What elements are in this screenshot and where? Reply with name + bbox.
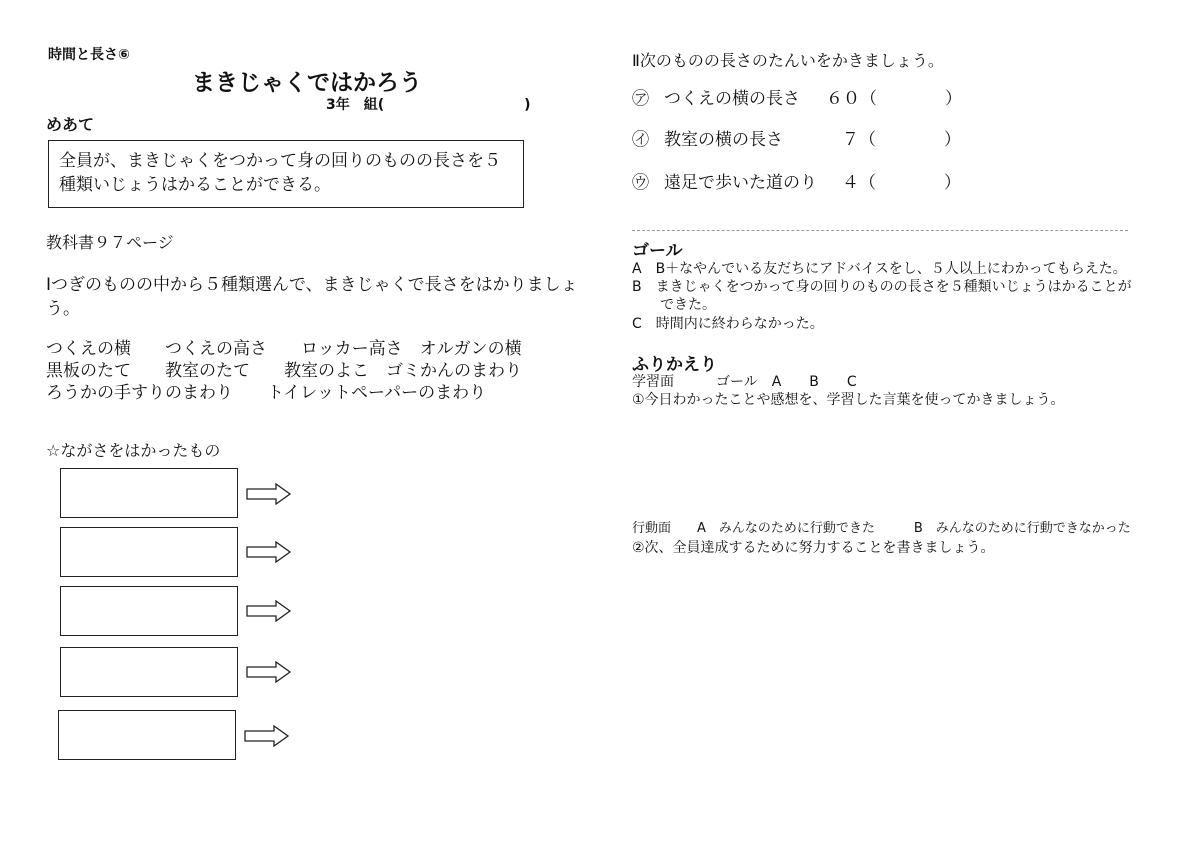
page-title: まきじゃくではかろう <box>192 70 422 96</box>
class-line: 3年 組( ) <box>326 97 531 113</box>
measure-box-4 <box>60 647 238 697</box>
section-divider <box>632 230 1128 231</box>
measure-box-1 <box>60 468 238 518</box>
section2-instruction: Ⅱ次のものの長さのたんいをかきましょう。 <box>632 51 944 70</box>
behavior-aspect-label: 行動面 A みんなのために行動できた B みんなのために行動できなかった <box>632 521 1131 536</box>
item-list-line-3: ろうかの手すりのまわり トイレットペーパーのまわり <box>46 383 487 403</box>
item-list-line-1: つくえの横 つくえの高さ ロッカー高さ オルガンの横 <box>46 339 522 359</box>
reflection-question-1: ①今日わかったことや感想を、学習した言葉を使ってかきましょう。 <box>632 392 1065 408</box>
arrow-right-icon <box>246 661 292 683</box>
section1-instruction-line1: Ⅰつぎのものの中から５種類選んで、まきじゃくで長さをはかりましょ <box>46 275 578 295</box>
goal-heading: ゴール <box>632 241 683 261</box>
goal-line-a: A B＋なやんでいる友だちにアドバイスをし、５人以上にわかってもらえた。 <box>632 261 1127 277</box>
arrow-right-icon <box>246 541 292 563</box>
unit-row-b-mark: ㋑ <box>632 130 649 150</box>
measured-heading: ☆ながさをはかったもの <box>46 441 221 460</box>
arrow-right-icon <box>246 600 292 622</box>
arrow-right-icon <box>244 725 290 747</box>
unit-row-c-label: 遠足で歩いた道のり <box>664 173 817 193</box>
objective-box <box>48 140 524 208</box>
objective-text: 全員が、まきじゃくをつかって身の回りのものの長さを５種類いじょうはかることができる。 <box>59 151 501 195</box>
reflection-heading: ふりかえり <box>632 355 717 375</box>
item-list-line-2: 黒板のたて 教室のたて 教室のよこ ゴミかんのまわり <box>46 361 522 381</box>
measure-box-5 <box>58 710 236 760</box>
unit-row-c-mark: ㋒ <box>632 173 649 193</box>
goal-line-b: B まきじゃくをつかって身の回りのものの長さを５種類いじょうはかることが <box>632 279 1132 295</box>
goal-line-b-cont: できた。 <box>632 297 716 313</box>
unit-row-b-value: ７（ ） <box>842 130 961 150</box>
unit-label: 時間と長さ⑥ <box>48 47 130 63</box>
unit-row-c-value: ４（ ） <box>842 173 961 193</box>
measure-box-3 <box>60 586 238 636</box>
study-aspect-label: 学習面 ゴール A B C <box>632 374 857 390</box>
unit-row-b-label: 教室の横の長さ <box>664 130 783 150</box>
unit-row-a-mark: ㋐ <box>632 89 649 109</box>
arrow-right-icon <box>246 483 292 505</box>
objective-heading: めあて <box>46 115 95 134</box>
section1-instruction-line2: う。 <box>46 299 80 319</box>
reflection-question-2: ②次、全員達成するために努力することを書きましょう。 <box>632 540 995 556</box>
unit-row-a-label: つくえの横の長さ <box>664 89 800 109</box>
goal-line-c: C 時間内に終わらなかった。 <box>632 316 824 332</box>
unit-row-a-value: ６０（ ） <box>826 89 962 109</box>
measure-box-2 <box>60 527 238 577</box>
textbook-reference: 教科書９７ページ <box>46 233 174 252</box>
